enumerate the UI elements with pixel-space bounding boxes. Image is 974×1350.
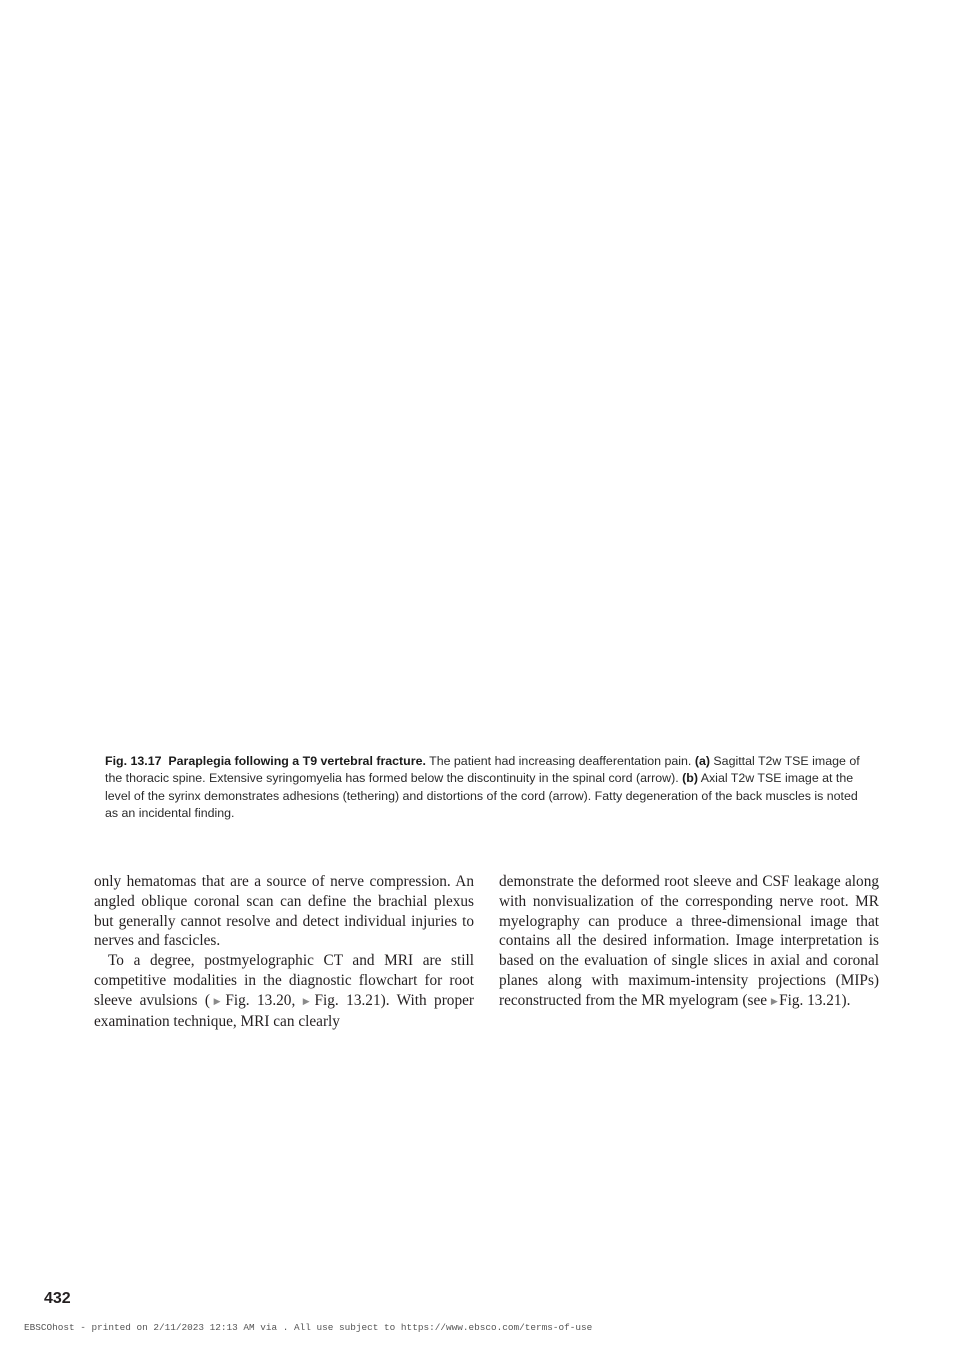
caption-b-text: Axial T2w TSE image at the level of the syrinx demonstrates adhesions (tethering) and distortions of the cord (arrow). Fatty degeneration of the back muscles is noted as an incidental finding. bbox=[105, 771, 858, 821]
paragraph bbox=[94, 951, 474, 1031]
footer-notice: EBSCOhost - printed on 2/11/2023 12:13 AM via . All use subject to https://www.ebsco.com/terms-of-use bbox=[24, 1322, 593, 1333]
paragraph-text: To a degree, postmyelographic CT and MRI are still competitive modalities in the diagnostic flowchart for root sleeve avulsions ( bbox=[94, 952, 474, 1009]
page-number: 432 bbox=[44, 1290, 71, 1307]
cross-reference-arrow-icon: ▶ bbox=[209, 995, 225, 1006]
caption-b-label: (b) bbox=[682, 771, 698, 786]
paragraph bbox=[499, 872, 879, 1012]
caption-a-text: Sagittal T2w TSE image of the thoracic spine. Extensive syringomyelia has formed below the discontinuity in the spinal cord (arrow). bbox=[105, 754, 860, 786]
caption-intro: The patient had increasing deafferentation pain. bbox=[425, 754, 695, 768]
paragraph: only hematomas that are a source of nerve compression. An angled oblique coronal scan can define the brachial plexus but generally cannot resolve and detect individual injuries to nerves and fascicles. bbox=[94, 873, 474, 950]
figure-reference-link[interactable]: Fig. 13.21 bbox=[314, 991, 381, 1009]
paragraph-text: ). bbox=[841, 991, 851, 1009]
body-column-right bbox=[499, 872, 879, 1012]
paragraph-text: ). With proper examination technique, MRI can clearly bbox=[94, 991, 474, 1030]
cross-reference-arrow-icon: ▶ bbox=[302, 995, 314, 1006]
caption-title: Paraplegia following a T9 vertebral fracture. bbox=[168, 754, 426, 768]
separator-text: , bbox=[291, 991, 303, 1009]
body-column-left bbox=[94, 872, 474, 1031]
caption-label: Fig. 13.17 bbox=[105, 754, 162, 768]
figure-reference-link[interactable]: Fig. 13.21 bbox=[779, 991, 842, 1009]
figure-reference-link[interactable]: Fig. 13.20 bbox=[225, 991, 292, 1009]
cross-reference-arrow-icon: ▶ bbox=[770, 995, 778, 1006]
caption-a-label: (a) bbox=[694, 754, 710, 768]
figure-caption bbox=[105, 753, 873, 823]
paragraph-text: demonstrate the deformed root sleeve and CSF leakage along with nonvisualization of the corresponding nerve root. MR myelography can produce a three-dimensional image that contains all the desired information. Image interpretation is based on the evaluation of single slices in axial and coronal planes along with maximum-intensity projections (MIPs) reconstructed from the MR myelogram (see bbox=[499, 873, 879, 1009]
